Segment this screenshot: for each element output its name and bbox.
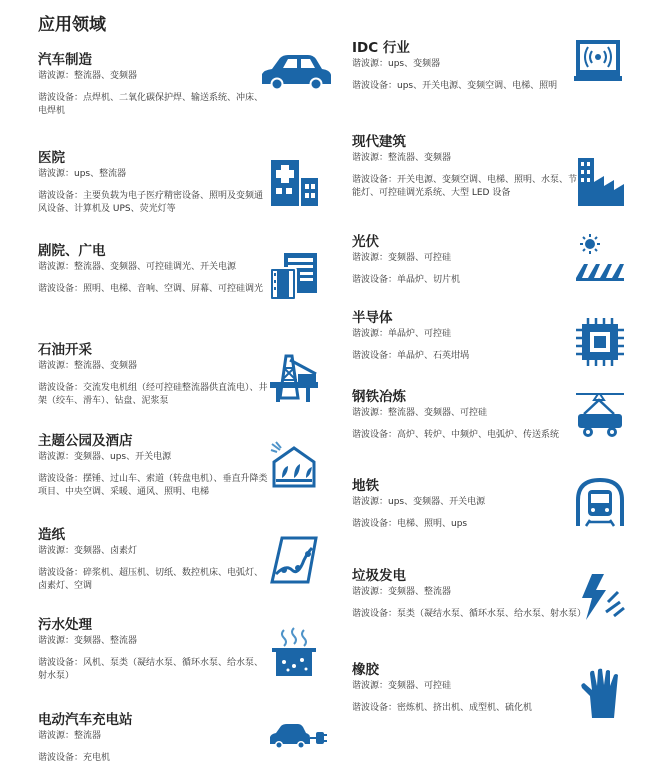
paper-icon [268,534,320,586]
entry-name: 钢铁冶炼 [352,389,406,405]
park-icon [268,440,320,492]
oil-rig-icon [268,352,320,404]
entry-idc [352,40,582,93]
entry-source: 谐波源：整流器、变频器、可控硅调光、开关电源 [38,262,237,272]
entry-theater [38,243,268,296]
chip-icon [574,316,626,368]
entry-name: IDC 行业 [352,40,410,56]
entry-source: 谐波源：变频器、整流器 [352,587,452,597]
entry-steel [352,389,582,442]
entry-source: 谐波源：整流器、变频器 [352,153,452,163]
entry-name: 剧院、广电 [38,243,106,259]
entry-source: 谐波源：整流器 [38,731,102,741]
entry-source: 谐波源：ups、整流器 [38,169,127,179]
entry-source: 谐波源：变频器、可控硅 [352,681,452,691]
entry-devices: 谐波设备：单晶炉、切片机 [352,275,461,285]
entry-source: 谐波源：整流器、变频器 [38,71,138,81]
entry-name: 汽车制造 [38,52,92,68]
entry-source: 谐波源：变频器、可控硅 [352,253,452,263]
datacenter-icon [572,34,624,86]
entry-name: 主题公园及酒店 [38,433,133,449]
entry-devices: 谐波设备：电梯、照明、ups [352,519,468,529]
entry-park [38,433,268,499]
hospital-icon [268,156,320,208]
entry-devices: 谐波设备：密炼机、挤出机、成型机、硫化机 [352,703,533,713]
entry-name: 电动汽车充电站 [38,712,133,728]
building-icon [574,156,626,208]
entry-source: 谐波源：变频器、卤素灯 [38,546,138,556]
entry-devices: 谐波设备：摆锤、过山车、索道（转盘电机）、垂直升降类项目、中央空调、采暖、通风、照明、电梯 [38,474,268,497]
entry-hospital [38,150,268,216]
entry-source: 谐波源：单晶炉、可控硅 [352,329,452,339]
car-icon [258,46,334,98]
entry-building [352,134,582,200]
page-title: 应用领域 [38,15,106,35]
steel-icon [574,390,626,442]
theater-icon [268,250,320,302]
entry-name: 医院 [38,150,65,166]
entry-waste-power [352,568,587,621]
ev-charge-icon [268,718,328,770]
glove-icon [578,664,630,716]
entry-source: 谐波源：整流器、变频器、可控硅 [352,408,488,418]
entry-devices: 谐波设备：单晶炉、石英坩埚 [352,351,470,361]
entry-devices: 谐波设备：点焊机、二氧化碳保护焊、输送系统、冲床、电焊机 [38,93,264,116]
entry-rubber [352,662,582,715]
entry-name: 石油开采 [38,342,92,358]
entry-devices: 谐波设备：风机、泵类（凝结水泵、循环水泵、给水泵、射水泵） [38,658,264,681]
solar-icon [574,232,626,284]
entry-devices: 谐波设备：照明、电梯、音响、空调、屏幕、可控硅调光 [38,284,264,294]
entry-sewage [38,617,268,683]
entry-name: 垃圾发电 [352,568,406,584]
entry-devices: 谐波设备：泵类（凝结水泵、循环水泵、给水泵、射水泵） [352,609,587,619]
entry-devices: 谐波设备：充电机 [38,753,111,763]
entry-name: 污水处理 [38,617,92,633]
entry-metro [352,478,582,531]
entry-devices: 谐波设备：开关电源、变频空调、电梯、照明、水泵、节能灯、可控硅调光系统、大型 LED 设备 [352,175,578,198]
metro-icon [574,476,626,528]
entry-oil [38,342,268,408]
entry-semiconductor [352,310,582,363]
entry-name: 光伏 [352,234,379,250]
entry-auto [38,52,268,118]
entry-source: 谐波源：变频器、整流器 [38,636,138,646]
entry-ev [38,712,268,765]
entry-devices: 谐波设备：交流发电机组（经可控硅整流器供直流电）、井架（绞车、滑车）、钻盘、泥浆泵 [38,383,268,406]
entry-solar [352,234,582,287]
entry-name: 半导体 [352,310,393,326]
entry-source: 谐波源：整流器、变频器 [38,361,138,371]
entry-devices: 谐波设备：ups、开关电源、变频空调、电梯、照明 [352,81,558,91]
entry-devices: 谐波设备：碎浆机、超压机、切纸、数控机床、电弧灯、卤素灯、空调 [38,568,264,591]
power-icon [578,572,630,624]
entry-devices: 谐波设备：高炉、转炉、中频炉、电弧炉、传送系统 [352,430,560,440]
entry-paper [38,527,268,593]
sewage-icon [268,622,320,674]
entry-name: 橡胶 [352,662,379,678]
entry-name: 地铁 [352,478,379,494]
entry-source: 谐波源：ups、变频器 [352,59,441,69]
entry-name: 现代建筑 [352,134,406,150]
entry-source: 谐波源：变频器、ups、开关电源 [38,452,172,462]
entry-name: 造纸 [38,527,65,543]
entry-devices: 谐波设备：主要负载为电子医疗精密设备、照明及变频通风设备、计算机及 UPS、荧光灯等 [38,191,264,214]
entry-source: 谐波源：ups、变频器、开关电源 [352,497,486,507]
